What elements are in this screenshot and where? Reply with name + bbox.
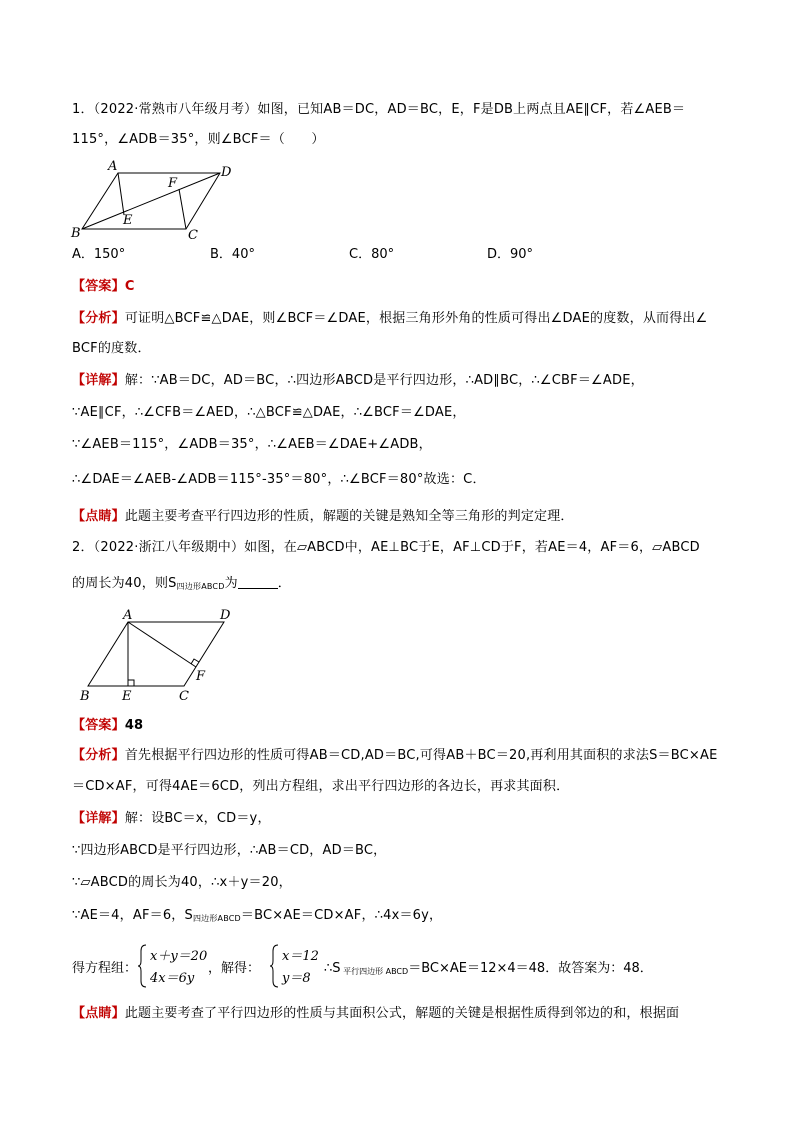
q1-answer-value: C	[124, 279, 135, 294]
q2-detail-line-3: ∵▱ABCD的周长为40，∴x＋y＝20，	[72, 875, 292, 890]
q1-choices	[72, 245, 732, 265]
q2-answer-blank	[238, 576, 278, 589]
q2-detail-line-1: 【详解】解：设BC＝x，CD＝y，	[72, 811, 271, 826]
q1-detail-line-1: 【详解】解：∵AB＝DC，AD＝BC，∴四边形ABCD是平行四边形，∴AD∥BC，∴∠CBF＝∠ADE，	[72, 373, 644, 388]
q2-solution-system: x＝12 y＝8	[270, 943, 322, 989]
q1-analysis-line-1: 【分析】可证明△BCF≌△DAE，则∠BCF＝∠DAE，根据三角形外角的性质可得出∠DAE的度数，从而得出∠	[72, 311, 708, 326]
q2-label-a: A	[123, 608, 133, 623]
q1-label-a: A	[108, 159, 118, 174]
q2-detail-line-2: ∵四边形ABCD是平行四边形，∴AB＝CD，AD＝BC，	[72, 843, 387, 858]
q1-stem-line-2	[72, 130, 732, 150]
q2-label-c: C	[179, 689, 189, 704]
q1-choice-c: C．80°	[349, 247, 395, 262]
q2-detail-line-4: ∵AE＝4，AF＝6，$S_{四边形ABCD}=BC\times AE=CD\times AF$，∴4x＝6y，	[72, 908, 443, 923]
q1-detail-line-3: ∵∠AEB＝115°，∠ADB＝35°，∴∠AEB＝∠DAE+∠ADB，	[72, 437, 432, 452]
q1-parallelogram-figure	[68, 157, 248, 243]
q1-diagonal-bd	[82, 173, 220, 229]
q1-stem-text-2: 115°，∠ADB＝35°，则∠BCF＝（ ）	[72, 132, 325, 147]
q2-label-e: E	[122, 689, 132, 704]
q1-label-e: E	[123, 213, 133, 228]
q2-label-f: F	[196, 669, 206, 684]
q1-segment-cf	[179, 189, 186, 229]
q2-equation-system: x＋y＝20 4x＝6y	[138, 943, 208, 989]
q2-stem-line-1: 2．（2022·浙江八年级期中）如图，在▱ABCD中，AE⊥BC于E，AF⊥CD于F，若AE＝4，AF＝6，▱ABCD	[72, 540, 700, 555]
q2-equation-line: 得方程组： x＋y＝20 4x＝6y ，解得： x＝12 y＝8 ∴S $_{平行四边形 ABCD}$＝BC×AE＝12×4＝48．故答案为：48．	[72, 943, 732, 989]
q1-label-c: C	[188, 228, 198, 243]
q1-choice-d: D．90°	[487, 247, 534, 262]
q2-altitude-af	[128, 622, 196, 667]
q1-point: 【点睛】此题主要考查平行四边形的性质，解题的关键是熟知全等三角形的判定定理．	[72, 509, 574, 524]
q2-analysis-line-1: 【分析】首先根据平行四边形的性质可得AB＝CD,AD＝BC,可得AB＋BC＝20,再利用其面积的求法S＝BC×AE	[72, 748, 718, 763]
q1-detail-line-4: ∴∠DAE＝∠AEB-∠ADB＝115°-35°＝80°，∴∠BCF＝80°故选：C．	[72, 472, 486, 487]
q1-choice-a: A．150°	[72, 247, 126, 262]
q2-answer-value: 48	[124, 718, 144, 733]
q1-stem-text-1: 1．（2022·常熟市八年级月考）如图，已知AB＝DC，AD＝BC，E，F是DB上两点且AE∥CF，若∠AEB＝	[72, 102, 686, 117]
q2-label-d: D	[220, 608, 231, 623]
q1-segment-ae	[118, 173, 124, 215]
q2-stem-line-2: 的周长为40，则$S_{四边形ABCD}$为 ．	[72, 576, 291, 591]
q1-choice-b: B．40°	[210, 247, 255, 262]
q2-answer: 【答案】48	[72, 718, 144, 733]
q1-detail-line-2: ∵AE∥CF，∴∠CFB＝∠AED，∴△BCF≌△DAE，∴∠BCF＝∠DAE，	[72, 405, 466, 420]
q2-analysis-line-2: ＝CD×AF，可得4AE＝6CD，列出方程组，求出平行四边形的各边长，再求其面积．	[72, 779, 570, 794]
q1-label-d: D	[221, 165, 232, 180]
q2-point: 【点睛】此题主要考查了平行四边形的性质与其面积公式，解题的关键是根据性质得到邻边的和，根据面	[72, 1006, 680, 1021]
q1-stem-line-1	[72, 100, 732, 120]
q1-answer: 【答案】C	[72, 279, 135, 294]
q2-label-b: B	[80, 689, 90, 704]
q1-label-f: F	[168, 176, 178, 191]
q1-label-b: B	[71, 226, 81, 241]
q2-parallelogram-figure	[74, 606, 244, 706]
q2-right-angle-e	[128, 680, 134, 686]
q1-analysis-line-2: BCF的度数．	[72, 341, 151, 356]
